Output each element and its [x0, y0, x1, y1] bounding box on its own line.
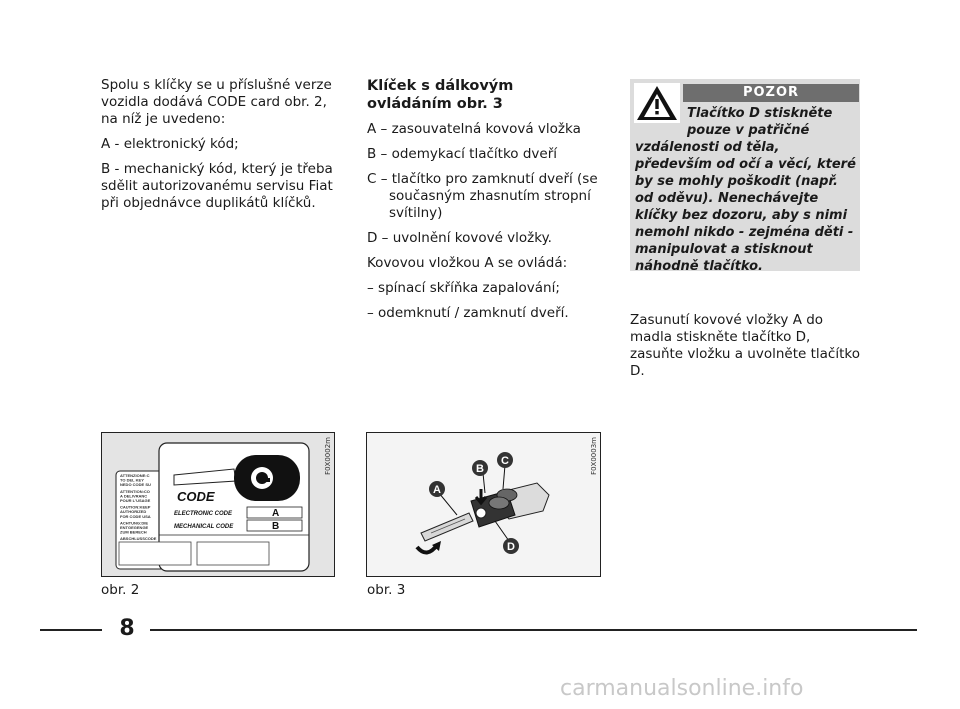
card-side-text-line: POUR L'USAGE [120, 498, 151, 503]
code-box-b: B [272, 521, 280, 532]
figure-caption: obr. 3 [367, 582, 406, 598]
code-card-illustration [102, 433, 334, 576]
card-side-text-line: ZUM BERECH [120, 529, 147, 535]
card-side-text-line: ATTENTION:CO [120, 488, 150, 494]
figure-code: F0X0002m [324, 437, 332, 475]
watermark: carmanualsonline.info [560, 676, 804, 701]
insert-usage-intro: Kovovou vložkou A se ovládá: [367, 255, 568, 271]
key-part-d: D – uvolnění kovové vložky. [367, 230, 552, 246]
figure-caption: obr. 2 [101, 582, 140, 598]
key-part-c: C – tlačítko pro zamknutí dveří (se současným zhasnutím stropní svítilny) [367, 171, 598, 221]
page-number: 8 [119, 616, 135, 641]
card-title: CODE [177, 489, 215, 504]
mechanical-code-label: MECHANICAL CODE [174, 524, 234, 530]
right-column-text: Zasunutí kovové vložky A do madla stiskněte tlačítko D, zasuňte vložku a uvolněte tlačítko D. [630, 312, 860, 379]
card-side-text-line: ENTGEGENGE [120, 525, 149, 530]
warning-line-2: pouze v patřičné [687, 123, 810, 138]
warning-body: vzdálenosti od těla, především od očí a věcí, které by se mohly poškodit (např. od oděvu). Nenechávejte klíčky bez dozoru, aby s nimi nemohl nikdo - zejména děti - manipulovat a stisknout náhodně tlačítko. [635, 140, 856, 274]
card-side-text-line: AUTHORIZED [120, 509, 147, 515]
figure-code-card [101, 432, 335, 577]
item-b: B - mechanický kód, který je třeba sdělit autorizovanému servisu Fiat při objednávce duplikátů klíčků. [101, 161, 333, 211]
left-column [101, 77, 333, 220]
warning-text [635, 105, 857, 275]
middle-column [367, 77, 599, 330]
warning-title: POZOR [683, 84, 859, 102]
card-side-text-line: ATTENZIONE:C [120, 473, 150, 478]
usage-item-ignition: – spínací skříňka zapalování; [367, 280, 560, 296]
key-part-b: B – odemykací tlačítko dveří [367, 146, 558, 162]
callout-c-label: C [501, 455, 509, 467]
card-side-text-line: A DELIVRANC [120, 493, 148, 499]
section-heading: Klíček s dálkovým ovládáním obr. 3 [367, 78, 514, 112]
electronic-code-label: ELECTRONIC CODE [174, 511, 233, 517]
warning-box [630, 79, 860, 274]
card-intro: Spolu s klíčky se u příslušné verze vozidla dodává CODE card obr. 2, na níž je uvedeno: [101, 77, 332, 127]
figure-remote-key [366, 432, 601, 577]
warning-line-1: Tlačítko D stiskněte [687, 106, 833, 121]
footer-rule-left [40, 629, 102, 631]
callout-d-label: D [507, 541, 515, 553]
card-side-text-line: CAUTION:KEEP [120, 504, 151, 510]
usage-item-doors: – odemknutí / zamknutí dveří. [367, 305, 569, 321]
callout-a-label: A [433, 484, 441, 496]
code-box-a: A [272, 508, 280, 519]
footer-rule-right [150, 629, 917, 631]
card-side-text-line: FOR CODE USA [120, 513, 151, 519]
remote-key-illustration [367, 433, 600, 576]
card-side-text-line: ABSCHLUSSCODE [120, 536, 157, 542]
key-part-a: A – zasouvatelná kovová vložka [367, 121, 581, 137]
callout-b-label: B [476, 463, 484, 475]
item-a: A - elektronický kód; [101, 136, 239, 152]
card-side-text-line: NEDO CODE SU [120, 482, 151, 488]
card-side-text-line: TO DEL KEY [120, 477, 144, 483]
card-side-text-line: ACHTUNG:DIE [120, 520, 148, 526]
figure-code: F0X0003m [590, 437, 598, 475]
